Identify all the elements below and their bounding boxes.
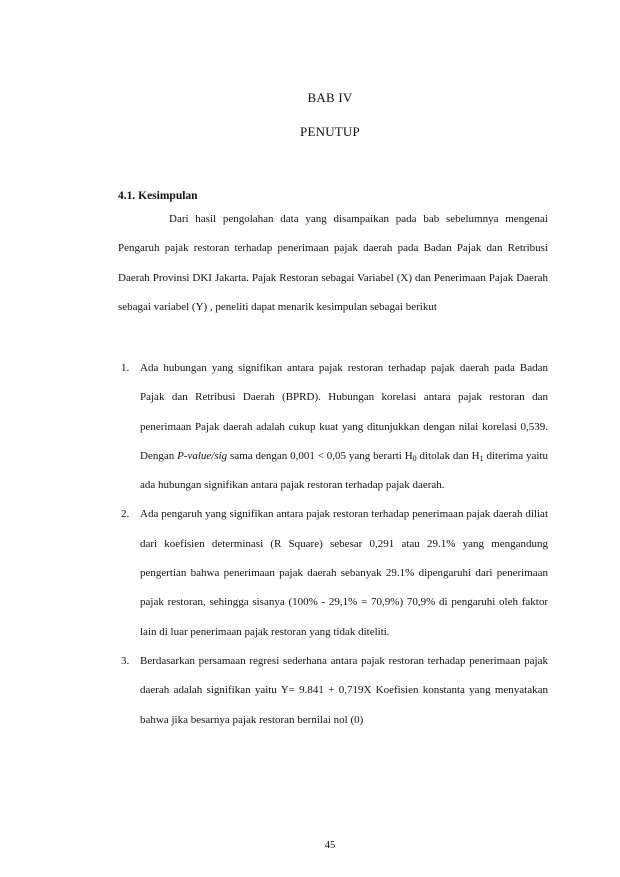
intro-paragraph: Dari hasil pengolahan data yang disampaikan pada bab sebelumnya mengenai Pengaruh pajak restoran terhadap penerimaan pajak daerah pada Badan Pajak dan Retribusi Daerah Provinsi DKI Jakarta. Pajak Restoran sebagai Variabel (X) dan Penerimaan Pajak Daerah sebagai variabel (Y) , peneliti dapat menarik kesimpulan sebagai berikut <box>118 213 548 313</box>
conclusion-list <box>118 354 548 735</box>
subscript-one: 1 <box>479 453 484 463</box>
list-item <box>118 647 548 735</box>
list-item-number: 2. <box>121 508 130 521</box>
pvalue-term: P-value/sig <box>177 449 228 462</box>
subscript-zero: 0 <box>412 453 417 463</box>
list-item <box>118 354 548 500</box>
list-item-text: Berdasarkan persamaan regresi sederhana antara pajak restoran terhadap penerimaan pajak daerah adalah signifikan yaitu Y= 9.841 + 0,719X Koefisien konstanta yang menyatakan bahwa jika besarnya pajak restoran bernilai nol (0) <box>140 654 548 726</box>
section-heading: 4.1. Kesimpulan <box>118 190 198 202</box>
chapter-title: BAB IV <box>307 90 353 105</box>
list-item-text-part: sama dengan 0,001 < 0,05 yang berarti H <box>227 449 413 462</box>
list-item <box>118 500 548 646</box>
list-item-number: 3. <box>121 654 130 667</box>
list-item-text-part: diterima yaitu ada hubungan signifikan antara pajak restoran terhadap pajak daerah. <box>140 449 548 492</box>
list-item-text-part: ditolak dan H <box>416 449 480 462</box>
list-item-text-part: Ada hubungan yang signifikan antara pajak restoran terhadap pajak daerah pada Badan Pajak dan Retribusi Daerah (BPRD). Hubungan korelasi antara pajak restoran dan penerimaan Pajak daerah adalah cukup kuat yang ditunjukkan dengan nilai korelasi 0,539. Dengan <box>140 362 548 462</box>
list-item-text: Ada pengaruh yang signifikan antara pajak restoran terhadap penerimaan pajak daerah diliat dari koefisien determinasi (R Square) sebesar 0,291 atau 29.1% yang mengandung pengertian bahwa penerimaan pajak daerah sebanyak 29.1% dipengaruhi dari penerimaan pajak restoran, sehingga sisanya (100% - 29,1% = 70,9%) 70,9% di pengaruhi oleh faktor lain di luar penerimaan pajak restoran yang tidak diteliti. <box>140 508 548 638</box>
chapter-subtitle: PENUTUP <box>300 124 360 139</box>
page-number: 45 <box>324 840 336 851</box>
list-item-text <box>140 362 548 491</box>
list-item-number: 1. <box>121 362 130 374</box>
